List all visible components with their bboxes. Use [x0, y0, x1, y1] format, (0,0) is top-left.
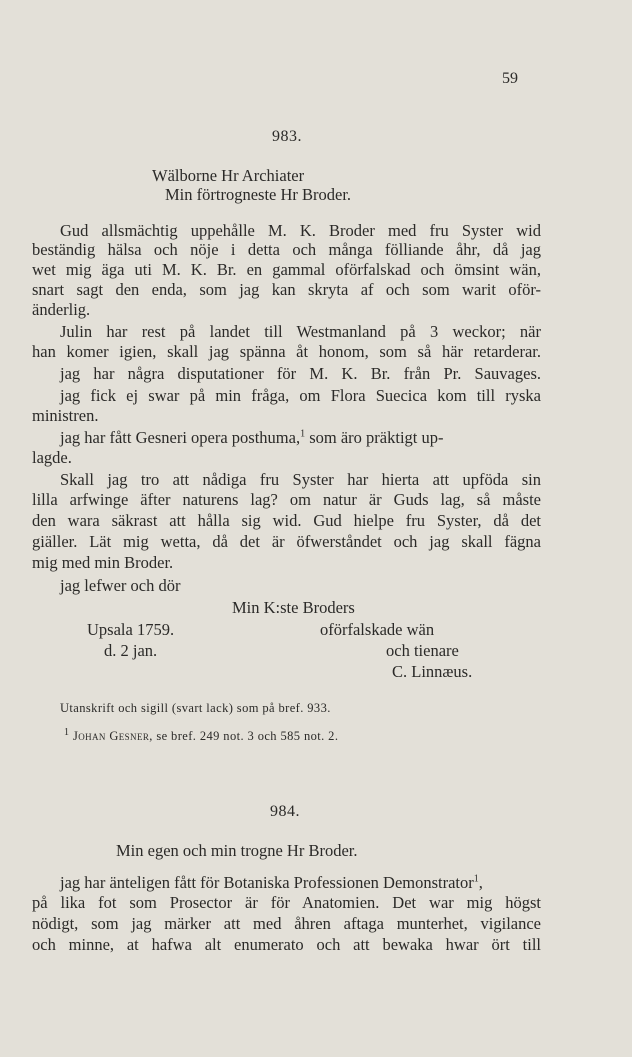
text-line: Gud allsmächtig uppehålle M. K. Broder med fru Syster wid — [60, 221, 541, 240]
salutation-line-1: Wälborne Hr Archiater — [152, 166, 305, 185]
text-line: giäller. Lät mig wetta, då det är öfwerståndet och jag skall fägna — [32, 532, 541, 551]
closing-date: d. 2 jan. — [104, 641, 158, 660]
text-line: Julin har rest på landet till Westmanland på 3 weckor; när — [60, 322, 541, 341]
text-line: mig med min Broder. — [32, 553, 174, 572]
closing-line-2: oförfalskade wän — [320, 620, 435, 639]
page-number: 59 — [502, 70, 518, 87]
text-line: lagde. — [32, 448, 72, 467]
text-line: på lika fot som Prosector är för Anatomien. Det war mig högst — [32, 893, 541, 912]
footnote — [64, 726, 338, 746]
text-line: Skall jag tro att nådiga fru Syster har hierta att upföda sin — [60, 470, 541, 489]
closing-line-3: och tienare — [386, 641, 459, 660]
text-line: nödigt, som jag märker att med åhren aftaga munterhet, vigilance — [32, 914, 541, 933]
footnote-ref: 1 — [300, 428, 306, 440]
text-line: änderlig. — [32, 300, 91, 319]
salutation-line-2: Min förtrogneste Hr Broder. — [165, 185, 352, 204]
text-line: den wara säkrast att hålla sig wid. Gud hielpe fru Syster, då det — [32, 511, 541, 530]
footnote-marker: 1 — [64, 726, 70, 738]
text-line: lilla arfwinge äfter naturens lag? om natur är Guds lag, så måste — [32, 490, 541, 509]
letter-number-983: 983. — [272, 128, 302, 145]
footnote-name: Johan Gesner — [72, 729, 150, 743]
text-line: wet mig äga uti M. K. Br. en gammal oförfalskad och ömsint wän, — [32, 260, 541, 279]
text-line: och minne, at hafwa alt enumerato och att bewaka hwar ört till — [32, 935, 541, 954]
letter-number-984: 984. — [270, 803, 300, 820]
text-line: beständig hälsa och nöje i detta och många fölliande åhr, då jag — [32, 240, 541, 259]
editorial-note: Utanskrift och sigill (svart lack) som på bref. 933. — [60, 701, 331, 715]
footnote-ref: 1 — [473, 873, 479, 885]
text-line: snart sagt den enda, som jag kan skryta af och som warit oför- — [32, 280, 541, 299]
text-line-with-footnote: jag har änteligen fått för Botaniska Professionen Demonstrator$^1$, — [60, 873, 483, 892]
text-line: ministren. — [32, 406, 99, 425]
closing-line-1: Min K:ste Broders — [232, 598, 355, 617]
signature: C. Linnæus. — [392, 662, 473, 681]
text-fragment: jag har änteligen fått för Botaniska Professionen Demonstrator — [60, 873, 474, 892]
closing-place: Upsala 1759. — [87, 620, 175, 639]
text-line-with-footnote — [60, 428, 443, 448]
text-fragment: som äro präktigt up- — [305, 428, 444, 447]
text-line: han komer igien, skall jag spänna åt honom, som så här retarderar. — [32, 342, 541, 361]
text-line: jag fick ej swar på min fråga, om Flora Suecica kom till ryska — [60, 386, 541, 405]
text-fragment: jag har fått Gesneri opera posthuma, — [60, 428, 301, 447]
footnote-text: , se bref. 249 not. 3 och 585 not. 2. — [149, 729, 339, 743]
text-line: jag har några disputationer för M. K. Br. från Pr. Sauvages. — [60, 364, 541, 383]
text-line: jag lefwer och dör — [60, 576, 181, 595]
salutation-984: Min egen och min trogne Hr Broder. — [116, 841, 358, 860]
